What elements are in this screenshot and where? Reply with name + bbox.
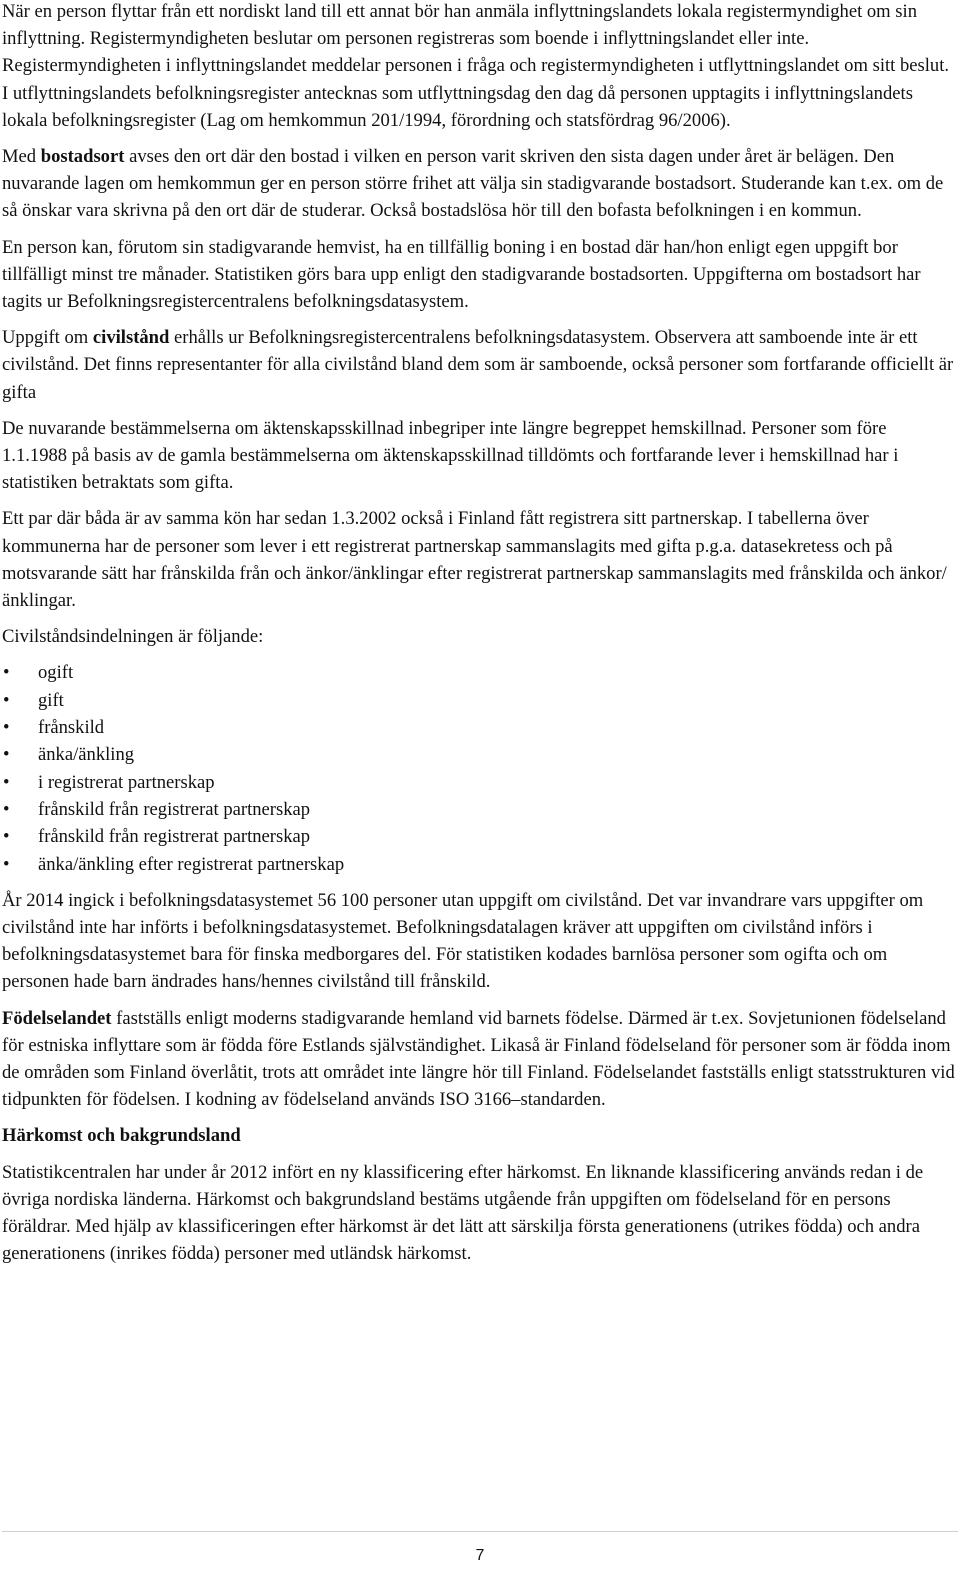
bullet-icon: • <box>3 798 10 820</box>
bullet-icon: • <box>3 717 10 739</box>
section-heading-harkomst: Härkomst och bakgrundsland <box>2 1125 241 1147</box>
list-item-label: änka/änkling <box>38 744 135 766</box>
list-item <box>2 687 956 714</box>
list-item <box>2 659 956 686</box>
footer-divider <box>2 1531 958 1532</box>
bullet-icon: • <box>3 662 10 684</box>
paragraph-harkomst: Statistikcentralen har under år 2012 infört en ny klassificering efter härkomst. En liknande klassificering används redan i de övriga nordiska länderna. Härkomst och bakgrundsland bestäms utgående från uppgiften om födelseland för en persons föräldrar. Med hjälp av klassificeringen efter härkomst är det lätt att särskilja första generationens (utrikes födda) och andra generationens (inrikes födda) personer med utländsk härkomst. <box>2 1161 924 1265</box>
list-item <box>2 823 956 850</box>
list-item-label: i registrerat partnerskap <box>38 771 215 793</box>
civilstand-list <box>2 659 956 877</box>
paragraph-missing-civilstand: År 2014 ingick i befolkningsdatasystemet 56 100 personer utan uppgift om civilstånd. Det var invandrare vars uppgifter om civilstånd inte har införts i befolkningsdatasystemet. Befolkningsdatalagen kräver att uppgiften om civilstånd införs i befolkningsdatasystemet bara för finska medborgares del. För statistiken kodades barnlösa personer som ogifta och om personen hade barn ändrades hans/hennes civilstånd till frånskild. <box>2 889 924 993</box>
paragraph-fodelseland <box>2 1005 956 1114</box>
paragraph-fodelseland-body: fastställs enligt moderns stadigvarande hemland vid barnets födelse. Därmed är t.ex. Sovjetunionen födelseland för estniska inflyttare som är födda före Estlands självständighet. Likaså är Finland födelseland för personer som är födda inom de områden som Finland överlåtit, trots att området inte längre hör till Finland. Födelselandet fastställs enligt statsstrukturen vid tidpunkten för födelsen. I kodning av födelseland används ISO 3166–standarden. <box>2 1007 955 1111</box>
list-item-label: frånskild från registrerat partnerskap <box>38 798 311 820</box>
document-page <box>2 0 956 1276</box>
list-item-label: frånskild <box>38 717 105 739</box>
list-item <box>2 741 956 768</box>
list-item-label: gift <box>38 689 64 711</box>
bullet-icon: • <box>3 826 10 848</box>
page-number: 7 <box>475 1547 485 1564</box>
bullet-icon: • <box>3 853 10 875</box>
list-item <box>2 796 956 823</box>
list-item-label: ogift <box>38 662 74 684</box>
paragraph-list-intro: Civilståndsindelningen är följande: <box>2 626 264 648</box>
term-bostadsort: bostadsort <box>40 146 125 168</box>
paragraph-migration-registration: När en person flyttar från ett nordiskt land till ett annat bör han anmäla inflyttningslandets lokala registermyndighet om sin inflyttning. Registermyndigheten beslutar om personen registreras som boende i inflyttningslandet eller inte. Registermyndigheten i inflyttningslandet meddelar personen i fråga och registermyndigheten i utflyttningslandet om sitt beslut. I utflyttningslandets befolkningsregister antecknas som utflyttningsdag den dag då personen upptagits i inflyttningslandets lokala befolkningsregister (Lag om hemkommun 201/1994, förordning och statsfördrag 96/2006). <box>2 1 950 131</box>
list-item <box>2 714 956 741</box>
paragraph-civilstand-intro: Uppgift om <box>2 327 93 349</box>
paragraph-divorce-rules: De nuvarande bestämmelserna om äktenskapsskillnad inbegriper inte längre begreppet hemskillnad. Personer som före 1.1.1988 på basis av de gamla bestämmelserna om äktenskapsskillnad tilldömts och fortfarande lever i hemskillnad har i statistiken betraktats som gifta. <box>2 417 899 494</box>
bullet-icon: • <box>3 689 10 711</box>
paragraph-bostadsort-intro: Med <box>2 146 41 168</box>
term-fodelselandet: Födelselandet <box>2 1007 112 1029</box>
paragraph-bostadsort-body: avses den ort där den bostad i vilken en person varit skriven den sista dagen under året är belägen. Den nuvarande lagen om hemkommun ger en person större frihet att välja sin stadigvarande bostadsort. Studerande kan t.ex. om de så önskar vara skrivna på den ort där de studerar. Också bostadslösa hör till den bofasta befolkningen i en kommun. <box>2 146 944 222</box>
list-item-label: änka/änkling efter registrerat partnerskap <box>38 853 345 875</box>
paragraph-registered-partnership: Ett par där båda är av samma kön har sedan 1.3.2002 också i Finland fått registrera sitt partnerskap. I tabellerna över kommunerna har de personer som lever i ett registrerat partnerskap sammanslagits med gifta p.g.a. datasekretess och på motsvarande sätt har frånskilda från och änkor/änklingar efter registrerat partnerskap sammanslagits med frånskilda och änkor/änklingar. <box>2 508 947 612</box>
term-civilstand: civilstånd <box>92 327 170 349</box>
bullet-icon: • <box>3 744 10 766</box>
paragraph-civilstand-body: erhålls ur Befolkningsregistercentralens befolkningsdatasystem. Observera att samboende inte är ett civilstånd. Det finns representanter för alla civilstånd bland dem som är samboende, också personer som fortfarande officiellt är gifta <box>2 327 954 403</box>
list-item-label: frånskild från registrerat partnerskap <box>38 826 311 848</box>
paragraph-bostadsort <box>2 143 956 225</box>
list-item <box>2 851 956 878</box>
paragraph-civilstand <box>2 324 956 406</box>
bullet-icon: • <box>3 771 10 793</box>
paragraph-temporary-residence: En person kan, förutom sin stadigvarande hemvist, ha en tillfällig boning i en bostad där han/hon enligt egen uppgift bor tillfälligt minst tre månader. Statistiken görs bara upp enligt den stadigvarande bostadsorten. Uppgifterna om bostadsort har tagits ur Befolkningsregistercentralens befolkningsdatasystem. <box>2 236 921 313</box>
list-item <box>2 769 956 796</box>
